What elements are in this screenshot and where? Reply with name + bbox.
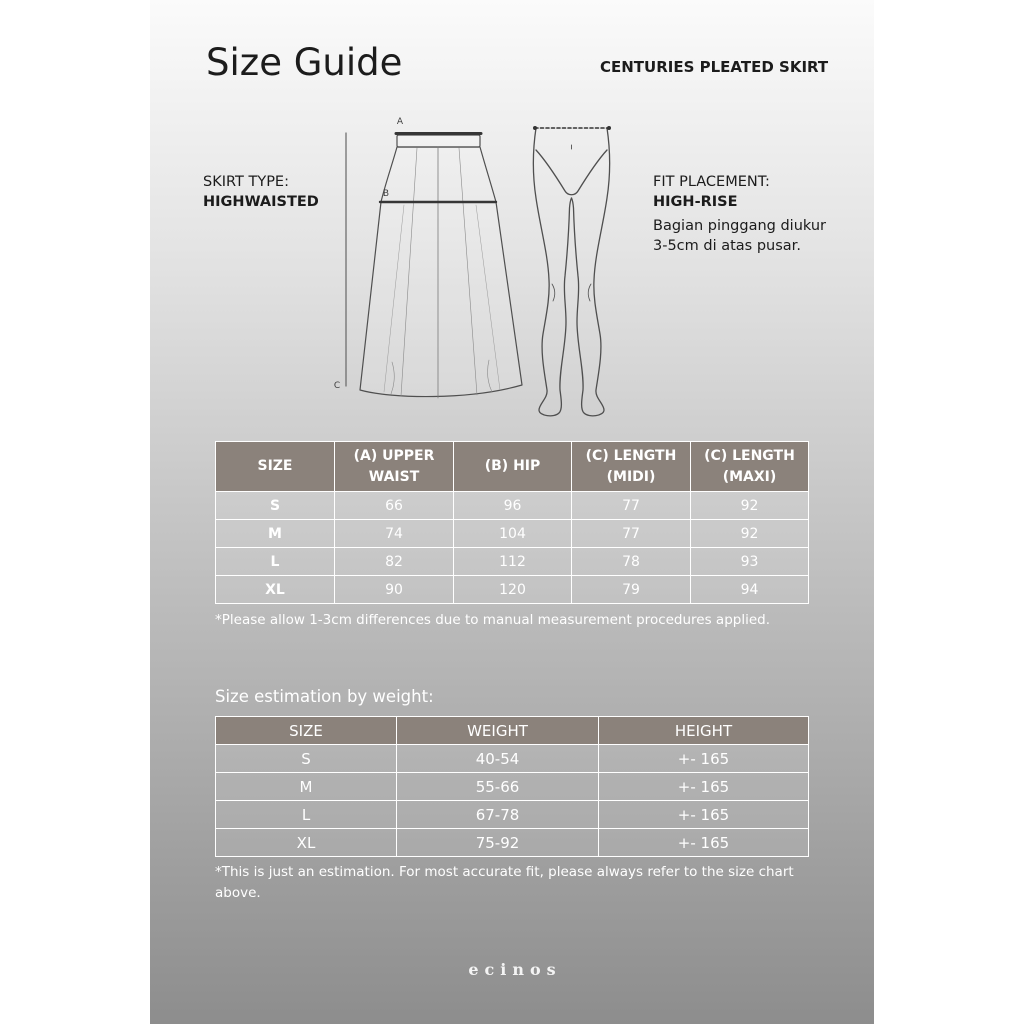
fit-placement-description: Bagian pinggang diukur 3-5cm di atas pusar.	[653, 218, 826, 254]
body-illustration	[533, 126, 611, 416]
size-cell: M	[216, 773, 397, 801]
fit-placement-label: FIT PLACEMENT:	[653, 174, 770, 190]
label-b: B	[382, 189, 390, 199]
height-column-header: HEIGHT	[599, 717, 809, 745]
weight-chart-header-row	[216, 717, 809, 745]
length-maxi-cell: 94	[691, 576, 809, 604]
size-cell: S	[216, 745, 397, 773]
size-cell: L	[216, 548, 335, 576]
table-row	[216, 520, 809, 548]
skirt-type-label: SKIRT TYPE:	[203, 174, 289, 190]
height-cell: +- 165	[599, 773, 809, 801]
height-cell: +- 165	[599, 745, 809, 773]
hip-line-endpoint	[607, 126, 611, 130]
weight-chart-table	[215, 716, 809, 857]
knee-mark	[552, 284, 555, 301]
label-c: C	[333, 381, 341, 391]
table-row	[216, 548, 809, 576]
weight-column-header: WEIGHT	[397, 717, 599, 745]
size-column-header: SIZE	[216, 717, 397, 745]
weight-cell: 67-78	[397, 801, 599, 829]
page-title: Size Guide	[206, 41, 403, 84]
size-cell: XL	[216, 829, 397, 857]
size-chart-table	[215, 441, 809, 604]
size-cell: S	[216, 492, 335, 520]
length-midi-cell: 77	[572, 520, 691, 548]
brand-logo: ecinos	[468, 960, 562, 979]
length-maxi-cell: 92	[691, 520, 809, 548]
length-midi-cell: 77	[572, 492, 691, 520]
label-a: A	[396, 117, 404, 127]
hip-cell: 104	[454, 520, 572, 548]
table-row	[216, 773, 809, 801]
length-midi-cell: 79	[572, 576, 691, 604]
length-maxi-cell: 92	[691, 492, 809, 520]
table-row	[216, 801, 809, 829]
size-chart-header-row	[216, 442, 809, 492]
size-cell: L	[216, 801, 397, 829]
table-row	[216, 829, 809, 857]
weight-cell: 75-92	[397, 829, 599, 857]
weight-chart-title: Size estimation by weight:	[215, 687, 434, 706]
length-maxi-cell: 93	[691, 548, 809, 576]
size-chart-note: *Please allow 1-3cm differences due to manual measurement procedures applied.	[215, 612, 771, 628]
weight-chart-note: *This is just an estimation. For most accurate fit, please always refer to the size chart above.	[215, 864, 794, 901]
hip-cell: 112	[454, 548, 572, 576]
upper-waist-cell: 74	[335, 520, 454, 548]
upper-waist-cell: 66	[335, 492, 454, 520]
upper-waist-column-header: (A) UPPER WAIST	[335, 442, 454, 492]
upper-waist-cell: 82	[335, 548, 454, 576]
knee-mark	[588, 284, 591, 301]
table-row	[216, 745, 809, 773]
hip-column-header: (B) HIP	[454, 442, 572, 492]
measurement-illustration	[330, 110, 630, 425]
height-cell: +- 165	[599, 829, 809, 857]
height-cell: +- 165	[599, 801, 809, 829]
fit-placement-value: HIGH-RISE	[653, 194, 738, 210]
weight-cell: 55-66	[397, 773, 599, 801]
table-row	[216, 576, 809, 604]
underwear-line	[536, 150, 607, 195]
hip-line-endpoint	[533, 126, 537, 130]
table-row	[216, 492, 809, 520]
size-cell: M	[216, 520, 335, 548]
size-cell: XL	[216, 576, 335, 604]
length-midi-column-header: (C) LENGTH (MIDI)	[572, 442, 691, 492]
length-maxi-column-header: (C) LENGTH (MAXI)	[691, 442, 809, 492]
size-column-header: SIZE	[216, 442, 335, 492]
weight-cell: 40-54	[397, 745, 599, 773]
skirt-type-value: HIGHWAISTED	[203, 194, 319, 210]
hip-cell: 96	[454, 492, 572, 520]
length-midi-cell: 78	[572, 548, 691, 576]
skirt-outline	[360, 147, 522, 397]
product-name: CENTURIES PLEATED SKIRT	[600, 58, 829, 76]
hip-cell: 120	[454, 576, 572, 604]
upper-waist-cell: 90	[335, 576, 454, 604]
skirt-illustration	[346, 133, 522, 398]
size-guide-card	[150, 0, 874, 1024]
skirt-waistband	[397, 135, 480, 147]
